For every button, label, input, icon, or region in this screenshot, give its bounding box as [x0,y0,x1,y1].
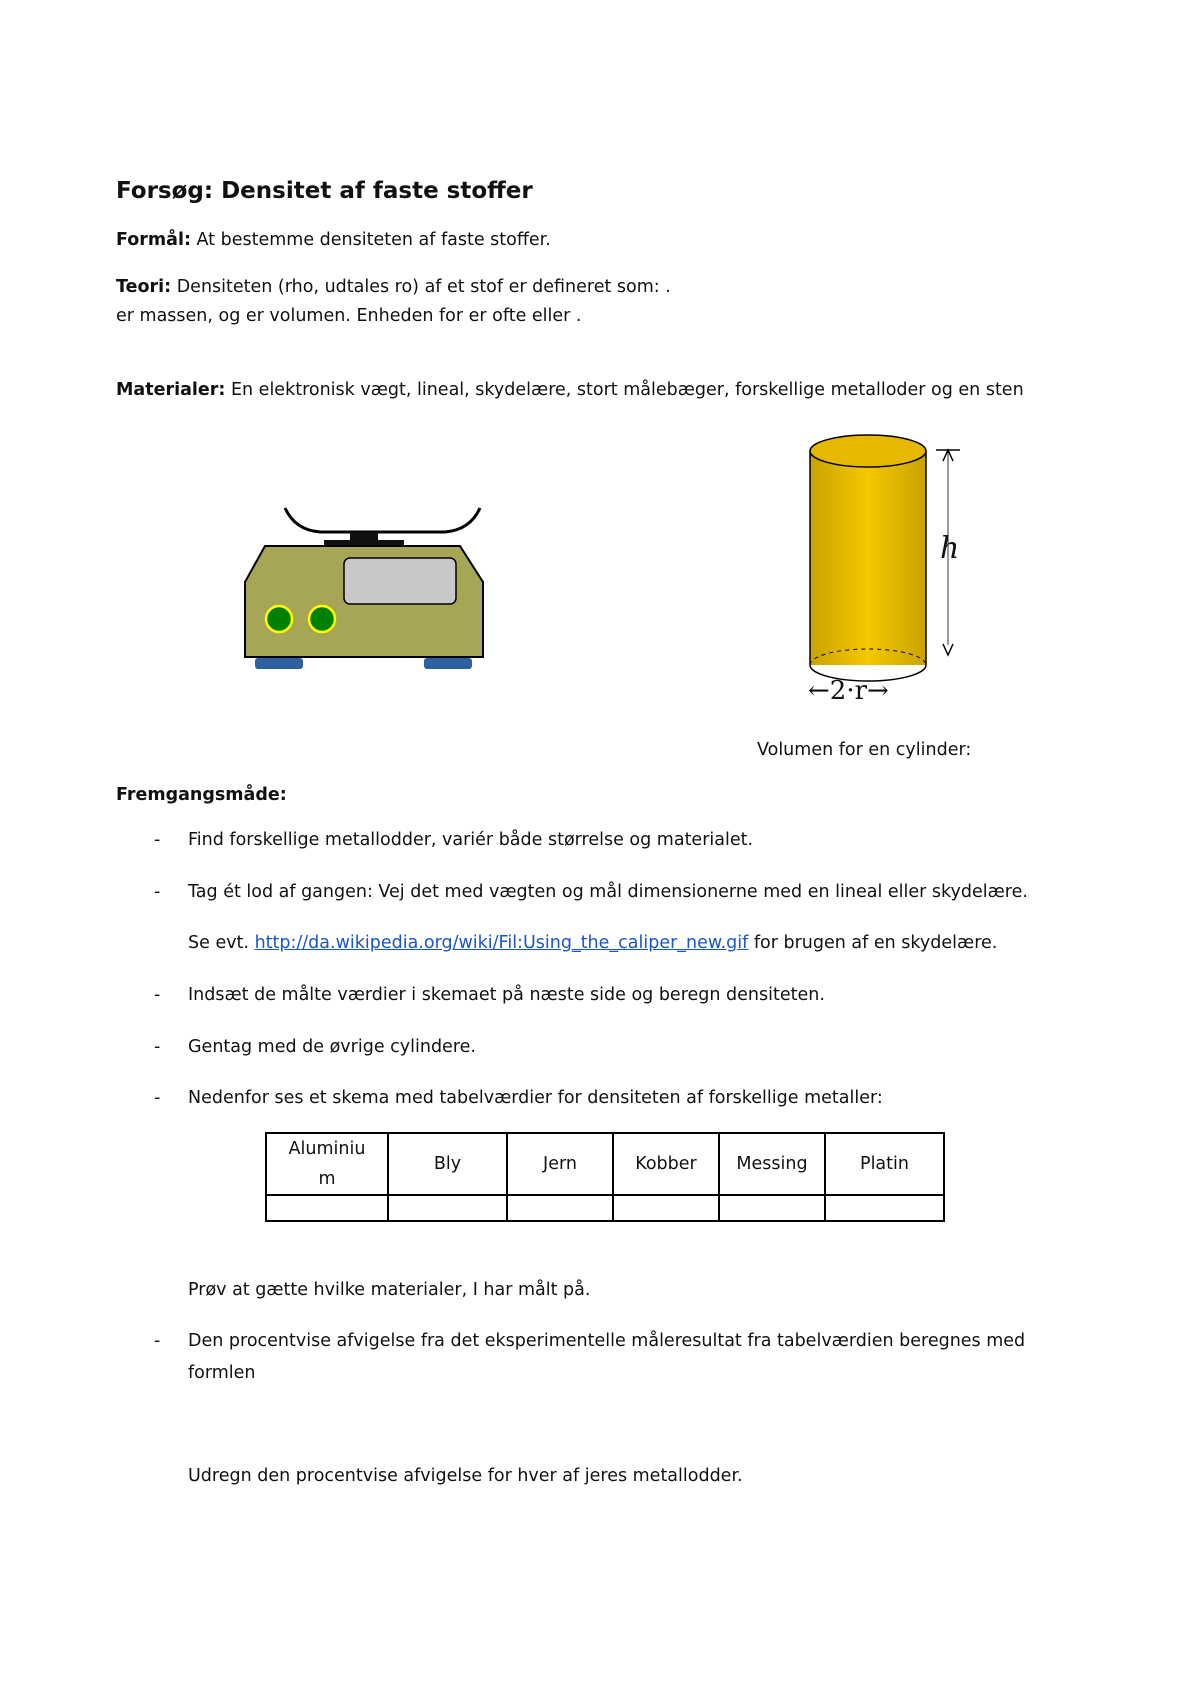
electronic-scale-illustration [240,500,490,680]
cylinder-top [810,435,926,467]
table-cell[interactable] [825,1195,944,1221]
procedure-step-4: Gentag med de øvrige cylindere. [188,1037,476,1057]
purpose-text: At bestemme densiteten af faste stoffer. [190,230,551,250]
final-instruction: Udregn den procentvise afvigelse for hver af jeres metallodder. [188,1466,743,1486]
metals-density-table [265,1132,945,1222]
theory-line-2: er massen, og er volumen. Enheden for er ofte eller . [116,306,582,326]
theory-label: Teori: [116,277,172,297]
scale-button-right [309,606,335,632]
procedure-step-1: Find forskellige metallodder, variér både størrelse og materialet. [188,830,754,850]
cylinder-caption: Volumen for en cylinder: [757,740,972,760]
table-header-platin: Platin [825,1133,944,1195]
table-header-aluminium: Aluminiu m [266,1133,388,1195]
purpose-label: Formål: [116,230,191,250]
bullet-dash: - [154,882,161,902]
scale-display [344,558,456,604]
theory-line-1 [116,277,671,297]
procedure-step-6-line-1: Den procentvise afvigelse fra det eksperimentelle måleresultat fra tabelværdien beregnes med [188,1331,1026,1351]
table-header-messing: Messing [719,1133,825,1195]
table-header-row [266,1133,944,1195]
table-cell[interactable] [507,1195,613,1221]
procedure-heading: Fremgangsmåde: [116,785,287,805]
caliper-link[interactable]: http://da.wikipedia.org/wiki/Fil:Using_the_caliper_new.gif [254,933,749,953]
procedure-step-2: Tag ét lod af gangen: Vej det med vægten og mål dimensionerne med en lineal eller skydelære. [188,882,1028,902]
bullet-dash: - [154,985,161,1005]
cylinder-height-label: h [940,531,960,566]
scale-foot-left [255,658,303,669]
purpose-line [116,230,551,250]
bullet-dash: - [154,1331,161,1351]
scale-button-left [266,606,292,632]
theory-text-1: Densiteten (rho, udtales ro) af et stof er defineret som: . [171,277,671,297]
table-cell[interactable] [719,1195,825,1221]
cylinder-illustration [790,425,1000,705]
materials-text: En elektronisk vægt, lineal, skydelære, stort målebæger, forskellige metalloder og en sten [225,380,1024,400]
cylinder-width-label: ←2·r→ [808,676,889,705]
procedure-step-5: Nedenfor ses et skema med tabelværdier for densiteten af forskellige metaller: [188,1088,883,1108]
procedure-step-6-line-2: formlen [188,1363,256,1383]
see-prefix: Se evt. [188,933,255,953]
table-cell[interactable] [388,1195,507,1221]
guess-prompt: Prøv at gætte hvilke materialer, I har målt på. [188,1280,591,1300]
table-row [266,1195,944,1221]
table-header-kobber: Kobber [613,1133,719,1195]
materials-line [116,380,1024,400]
bullet-dash: - [154,830,161,850]
table-cell[interactable] [613,1195,719,1221]
bullet-dash: - [154,1088,161,1108]
see-suffix: for brugen af en skydelære. [748,933,998,953]
scale-pan [285,508,480,532]
procedure-step-2-see [188,933,997,953]
table-header-jern: Jern [507,1133,613,1195]
procedure-step-3: Indsæt de målte værdier i skemaet på næste side og beregn densiteten. [188,985,825,1005]
table-cell[interactable] [266,1195,388,1221]
scale-foot-right [424,658,472,669]
cylinder-body [810,451,926,665]
page-title: Forsøg: Densitet af faste stoffer [116,178,533,204]
materials-label: Materialer: [116,380,226,400]
bullet-dash: - [154,1037,161,1057]
table-header-bly: Bly [388,1133,507,1195]
